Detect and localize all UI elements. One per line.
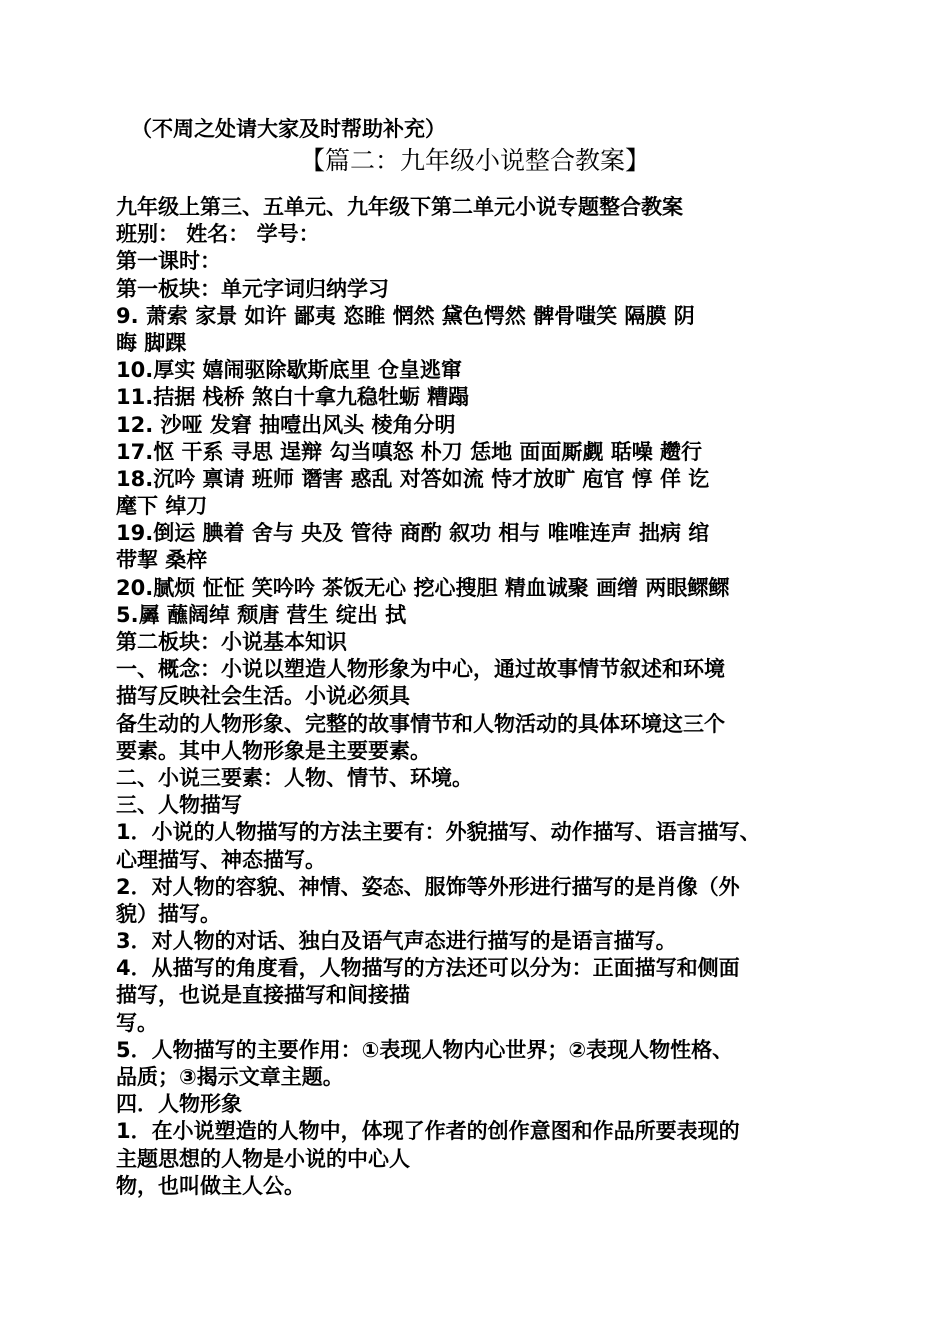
text-line: 心理描写、神态描写。 (116, 847, 326, 872)
text-line: 10.厚实 嬉闹驱除歇斯底里 仓皇逃窜 (116, 358, 462, 383)
text-line: 四．人物形象 (116, 1092, 242, 1117)
text-line: 4．从描写的角度看，人物描写的方法还可以分为：正面描写和侧面 (116, 956, 740, 981)
text-line: 19.倒运 腆着 舍与 央及 管待 商酌 叙功 相与 唯唯连声 拙病 绾 (116, 521, 710, 546)
text-line: 物，也叫做主人公。 (116, 1173, 305, 1198)
text-line: 二、小说三要素：人物、情节、环境。 (116, 765, 473, 790)
text-line: 备生动的人物形象、完整的故事情节和人物活动的具体环境这三个 (116, 711, 725, 736)
text-line: 晦 脚踝 (116, 330, 187, 355)
text-line: 17.怄 干系 寻思 逞辩 勾当嗔怒 朴刀 恁地 面面厮觑 聒噪 趱行 (116, 439, 702, 464)
text-line: 九年级上第三、五单元、九年级下第二单元小说专题整合教案 (116, 195, 683, 219)
document-body (116, 194, 846, 1200)
text-line: 麾下 绰刀 (116, 494, 208, 519)
text-line: 写。 (116, 1010, 158, 1035)
supplement-note: （不周之处请大家及时帮助补充） (131, 117, 446, 141)
text-line: 9. 萧索 家景 如许 鄙夷 恣睢 惘然 黛色愕然 髀骨嗤笑 隔膜 阴 (116, 303, 695, 328)
text-line: 第一课时： (116, 249, 221, 274)
text-line: 1．小说的人物描写的方法主要有：外貌描写、动作描写、语言描写、 (116, 820, 761, 845)
section-heading: 【篇二：九年级小说整合教案】 (299, 146, 650, 175)
text-line: 20.腻烦 怔怔 笑吟吟 茶饭无心 挖心搜胆 精血诚聚 画缯 两眼鳏鳏 (116, 575, 730, 600)
text-line: 带挈 桑梓 (116, 548, 208, 573)
text-line: 要素。其中人物形象是主要要素。 (116, 738, 431, 763)
text-line: 品质；③揭示文章主题。 (116, 1065, 344, 1089)
text-line: 班别： 姓名： 学号： (116, 222, 320, 247)
text-line: 貌）描写。 (116, 901, 221, 926)
text-line: 1．在小说塑造的人物中，体现了作者的创作意图和作品所要表现的 (116, 1119, 740, 1144)
text-line: 12. 沙哑 发窘 抽噎出风头 棱角分明 (116, 412, 456, 437)
text-line: 11.拮据 栈桥 煞白十拿九稳牡蛎 糟蹋 (116, 385, 470, 410)
text-line: 一、概念：小说以塑造人物形象为中心，通过故事情节叙述和环境 (116, 657, 725, 682)
text-line: 第一板块：单元字词归纳学习 (116, 276, 389, 301)
text-line: 描写，也说是直接描写和间接描 (116, 983, 410, 1008)
text-line: 2．对人物的容貌、神情、姿态、服饰等外形进行描写的是肖像（外 (116, 874, 740, 899)
text-line: 5.羼 蘸阔绰 颓唐 营生 绽出 拭 (116, 602, 407, 627)
text-line: 5．人物描写的主要作用：①表现人物内心世界；②表现人物性格、 (116, 1037, 734, 1062)
text-line: 主题思想的人物是小说的中心人 (116, 1146, 410, 1171)
text-line: 三、人物描写 (116, 793, 242, 818)
text-line: 3．对人物的对话、独白及语气声态进行描写的是语言描写。 (116, 929, 677, 954)
text-line: 描写反映社会生活。小说必须具 (116, 684, 410, 709)
text-line: 第二板块：小说基本知识 (116, 630, 347, 654)
text-line: 18.沉吟 禀请 班师 谮害 惑乱 对答如流 恃才放旷 庖官 惇 佯 讫 (116, 466, 710, 491)
